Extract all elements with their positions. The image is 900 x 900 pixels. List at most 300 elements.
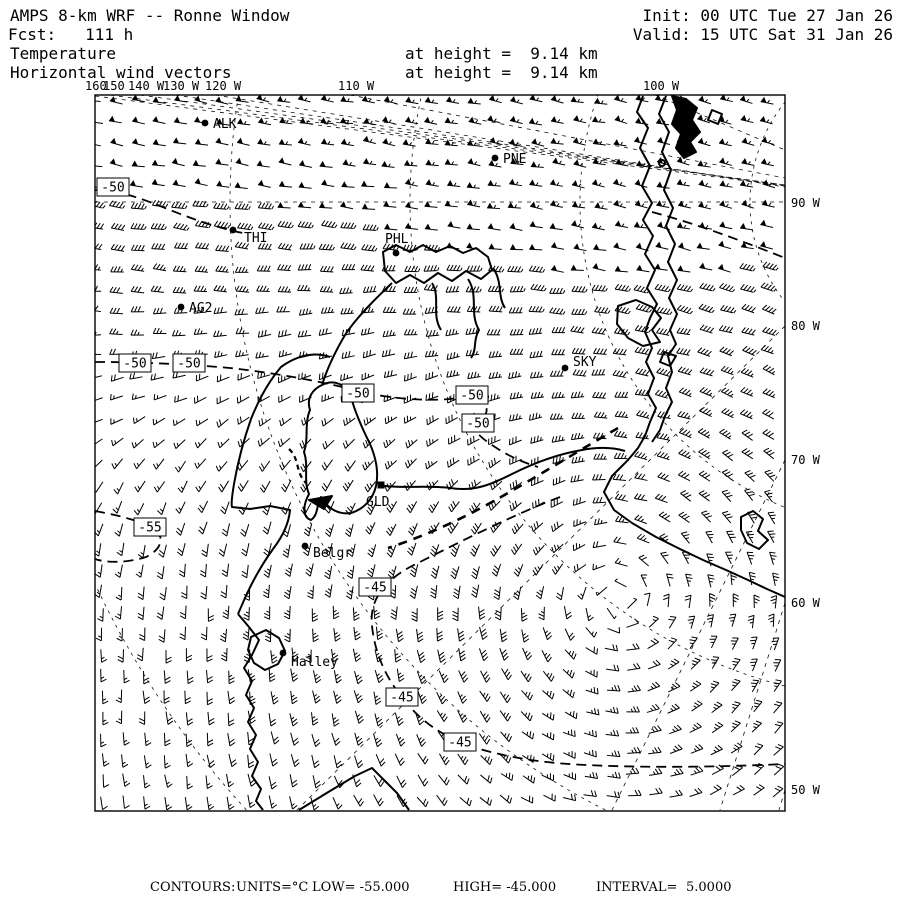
wind-barb (596, 587, 607, 595)
barb-full (643, 306, 647, 311)
barb-full (165, 681, 170, 684)
barb-full (710, 597, 716, 599)
barb-full (284, 616, 289, 619)
barb-pennant (257, 160, 263, 166)
barb-full (135, 306, 137, 311)
barb-full (601, 412, 604, 417)
barb-full (173, 420, 174, 426)
barb-half (557, 203, 559, 206)
wind-barb (720, 347, 734, 356)
barb-full (652, 705, 656, 709)
barb-full (382, 351, 383, 357)
barb-full (428, 285, 431, 290)
barb-full (470, 350, 472, 356)
barb-full (522, 619, 527, 622)
barb-staff (206, 670, 207, 683)
barb-half (314, 246, 315, 249)
barb-full (400, 739, 404, 743)
barb-full (245, 204, 248, 209)
barb-staff (279, 186, 292, 187)
barb-staff (291, 691, 293, 704)
barb-full (437, 638, 442, 641)
barb-full (489, 373, 491, 379)
barb-full (270, 719, 275, 722)
wind-barb (741, 387, 753, 396)
barb-full (396, 659, 401, 662)
barb-staff (309, 523, 312, 536)
barb-full (598, 412, 601, 417)
barb-full (552, 547, 554, 553)
barb-staff (592, 184, 605, 187)
barb-full (450, 371, 451, 377)
barb-full (97, 619, 102, 622)
barb-full (506, 713, 509, 718)
wind-barb (681, 532, 689, 544)
barb-full (319, 244, 322, 249)
barb-full (572, 651, 574, 657)
barb-full (707, 351, 711, 355)
barb-full (411, 287, 413, 292)
barb-full (393, 286, 396, 291)
barb-staff (143, 607, 144, 620)
wind-barb (243, 627, 249, 640)
wind-barb (712, 722, 723, 732)
barb-half (673, 729, 675, 731)
wind-barb (278, 438, 289, 447)
wind-barb (219, 481, 229, 492)
wind-barb-field (88, 94, 784, 810)
barb-half (286, 142, 288, 145)
barb-full (727, 517, 733, 519)
barb-full (722, 490, 728, 492)
barb-full (222, 570, 227, 573)
barb-full (451, 552, 455, 556)
barb-full (306, 569, 311, 573)
barb-staff (542, 650, 548, 662)
barb-pennant (173, 179, 179, 185)
barb-staff (226, 585, 227, 598)
barb-full (134, 330, 136, 335)
barb-full (405, 266, 408, 271)
barb-pennant (426, 179, 432, 185)
barb-staff (227, 523, 230, 536)
wind-barb (299, 308, 312, 315)
barb-full (243, 286, 246, 291)
barb-full (707, 370, 711, 374)
wind-barb (742, 158, 755, 165)
barb-full (214, 285, 217, 290)
barb-full (604, 349, 607, 354)
barb-full (134, 463, 137, 468)
barb-half (580, 141, 582, 144)
wind-barb (196, 243, 209, 250)
barb-full (763, 262, 767, 267)
barb-full (431, 265, 433, 271)
wind-barb (627, 747, 640, 753)
barb-staff (410, 501, 416, 512)
barb-staff (118, 482, 124, 494)
barb-pennant (550, 223, 556, 229)
wind-barb (500, 629, 507, 642)
barb-full (704, 452, 709, 455)
barb-half (688, 455, 691, 457)
barb-full (432, 392, 433, 398)
barb-half (599, 226, 601, 229)
barb-half (391, 99, 393, 102)
barb-full (249, 765, 254, 768)
barb-full (534, 523, 536, 529)
barb-full (749, 514, 755, 515)
barb-full (727, 368, 731, 372)
barb-full (452, 572, 456, 576)
barb-half (726, 161, 728, 164)
wind-barb (550, 413, 563, 419)
wind-barb (278, 330, 291, 337)
barb-half (308, 527, 311, 529)
barb-full (661, 552, 667, 553)
barb-half (726, 120, 728, 123)
wind-barb (542, 690, 553, 699)
wind-barb (607, 627, 619, 633)
barb-full (461, 658, 466, 661)
barb-full (262, 307, 264, 313)
barb-full (284, 595, 289, 598)
barb-full (474, 480, 475, 486)
barb-staff (271, 650, 272, 663)
barb-full (283, 484, 287, 489)
wind-barb (509, 139, 522, 147)
barb-full (312, 619, 317, 622)
barb-full (771, 596, 777, 598)
barb-staff (417, 671, 421, 683)
barb-full (298, 285, 301, 290)
wind-barb (573, 137, 586, 145)
barb-full (594, 632, 597, 637)
barb-full (91, 349, 94, 354)
barb-full (452, 549, 456, 553)
wind-barb (375, 649, 383, 662)
barb-full (145, 700, 150, 703)
barb-full (336, 696, 341, 700)
wind-barb (404, 160, 417, 166)
barb-full (433, 568, 438, 572)
barb-full (342, 330, 343, 336)
barb-staff (164, 733, 165, 746)
barb-full (641, 474, 645, 479)
barb-full (719, 325, 723, 330)
barb-full (536, 266, 539, 271)
barb-half (305, 141, 307, 144)
barb-pennant (657, 221, 663, 227)
barb-full (222, 573, 227, 576)
barb-full (622, 307, 626, 312)
barb-full (335, 738, 339, 742)
barb-full (235, 309, 237, 315)
wind-barb (214, 307, 227, 314)
barb-full (322, 329, 323, 335)
barb-full (492, 548, 495, 553)
wind-barb (397, 669, 404, 682)
barb-staff (206, 586, 207, 599)
barb-full (116, 700, 121, 703)
barb-full (397, 632, 402, 635)
wind-barb (258, 223, 273, 230)
wind-barb (123, 732, 129, 745)
barb-staff (523, 648, 528, 660)
barb-staff (298, 142, 311, 145)
barb-full (336, 741, 340, 745)
barb-full (235, 267, 237, 272)
barb-full (244, 618, 249, 621)
barb-full (594, 647, 595, 653)
wind-barb (552, 158, 565, 165)
wind-barb (551, 95, 563, 103)
barb-half (604, 415, 606, 418)
wind-barb (501, 732, 512, 742)
wind-barb (410, 586, 417, 599)
barb-full (698, 428, 703, 432)
barb-pennant (173, 137, 179, 143)
barb-staff (289, 586, 291, 599)
barb-half (348, 142, 350, 145)
wind-barb (404, 352, 417, 359)
barb-full (461, 672, 465, 677)
barb-staff (329, 566, 331, 579)
wind-barb (91, 460, 102, 469)
barb-full (238, 486, 241, 491)
wind-barb (719, 138, 732, 145)
wind-barb (260, 481, 270, 492)
barb-half (333, 610, 336, 612)
barb-full (281, 265, 284, 270)
wind-barb (396, 629, 403, 642)
barb-full (555, 349, 558, 354)
barb-full (660, 452, 664, 456)
barb-full (273, 697, 278, 701)
barb-full (677, 328, 680, 333)
barb-full (283, 350, 284, 356)
barb-staff (719, 226, 732, 229)
wind-barb (586, 708, 599, 715)
wind-barb (395, 754, 404, 766)
wind-barb (592, 179, 605, 187)
barb-staff (657, 142, 670, 145)
wind-barb (280, 460, 291, 470)
wind-barb (488, 223, 501, 230)
barb-full (263, 286, 266, 291)
barb-full (468, 459, 469, 465)
barb-staff (291, 669, 293, 682)
barb-staff (698, 142, 711, 146)
barb-full (664, 434, 668, 439)
barb-full (577, 564, 578, 570)
barb-half (732, 685, 735, 686)
barb-full (572, 457, 574, 463)
barb-full (681, 368, 685, 372)
barb-full (776, 680, 782, 681)
barb-full (260, 286, 263, 291)
barb-full (749, 494, 755, 495)
barb-full (725, 410, 730, 414)
wind-barb (214, 203, 229, 209)
barb-full (593, 474, 595, 480)
wind-barb (258, 203, 273, 209)
barb-full (684, 413, 688, 418)
barb-full (337, 700, 342, 704)
wind-barb (152, 179, 165, 186)
barb-staff (361, 186, 374, 187)
wind-barb (762, 409, 773, 419)
wind-barb (363, 158, 376, 165)
barb-full (713, 681, 719, 683)
barb-full (151, 223, 154, 228)
barb-half (314, 694, 317, 696)
barb-full (321, 308, 323, 314)
barb-full (427, 419, 428, 425)
barb-pennant (529, 118, 535, 124)
barb-staff (111, 419, 123, 424)
wind-barb (196, 374, 208, 381)
barb-full (92, 286, 94, 291)
barb-full (431, 549, 435, 553)
barb-full (377, 719, 382, 723)
barb-full (369, 550, 374, 554)
barb-full (740, 410, 744, 414)
barb-full (177, 552, 182, 556)
barb-half (694, 706, 697, 708)
barb-half (670, 664, 673, 666)
barb-staff (154, 418, 165, 425)
barb-full (201, 593, 206, 596)
barb-full (764, 346, 768, 350)
wind-barb (644, 593, 650, 606)
wind-barb (407, 501, 417, 512)
barb-full (364, 419, 365, 425)
barb-full (337, 764, 342, 768)
wind-barb (571, 433, 584, 440)
wind-barb (740, 410, 752, 419)
wind-barb (584, 730, 596, 737)
barb-full (373, 225, 376, 230)
wind-barb (270, 753, 278, 766)
wind-barb (572, 348, 585, 354)
barb-half (376, 717, 379, 719)
barb-half (475, 100, 477, 103)
barb-full (526, 652, 530, 656)
wind-barb (345, 461, 355, 472)
wind-barb (763, 262, 778, 270)
barb-full (541, 285, 544, 290)
barb-staff (291, 754, 295, 767)
wind-barb (202, 544, 209, 557)
barb-full (181, 593, 186, 596)
wind-barb (521, 712, 532, 721)
barb-full (513, 414, 514, 420)
barb-half (727, 183, 729, 186)
barb-full (508, 716, 511, 721)
wind-barb (747, 552, 754, 564)
barb-full (220, 203, 223, 208)
barb-full (199, 221, 202, 226)
barb-staff (341, 143, 354, 145)
barb-full (460, 654, 465, 657)
barb-half (389, 142, 391, 145)
barb-full (159, 636, 164, 639)
barb-full (768, 413, 773, 417)
barb-staff (90, 122, 103, 124)
wind-barb (176, 502, 185, 514)
barb-full (684, 474, 689, 478)
barb-half (649, 330, 651, 333)
wind-barb (425, 224, 438, 231)
wind-barb (385, 460, 396, 469)
barb-full (222, 532, 227, 536)
barb-full (180, 287, 183, 292)
wind-barb (376, 754, 385, 766)
barb-full (769, 452, 774, 455)
wind-barb (284, 606, 290, 619)
barb-full (553, 308, 556, 313)
barb-half (690, 289, 692, 292)
barb-staff (152, 165, 165, 166)
barb-staff (162, 566, 164, 579)
barb-full (745, 450, 750, 453)
barb-full (662, 536, 667, 539)
barb-full (552, 436, 554, 442)
barb-full (424, 284, 427, 289)
barb-full (707, 327, 711, 331)
barb-pennant (152, 179, 158, 185)
wind-barb (573, 370, 586, 377)
wind-barb (424, 117, 437, 124)
barb-full (529, 414, 530, 420)
barb-half (769, 496, 772, 497)
barb-full (278, 441, 280, 447)
barb-full (278, 221, 281, 226)
wind-barb (593, 348, 606, 354)
wind-barb (551, 265, 564, 272)
wind-barb (529, 266, 544, 273)
barb-half (411, 460, 412, 463)
barb-half (559, 161, 561, 164)
wind-barb (424, 265, 439, 271)
barb-full (663, 308, 667, 313)
barb-pennant (467, 182, 473, 188)
barb-full (483, 653, 487, 657)
barb-staff (163, 545, 166, 558)
barb-full (747, 473, 753, 475)
barb-staff (187, 671, 188, 684)
wind-barb (263, 503, 271, 515)
barb-full (514, 329, 516, 335)
wind-barb (110, 287, 123, 293)
barb-full (241, 529, 245, 533)
wind-barb (236, 95, 249, 102)
barb-half (452, 120, 454, 123)
barb-full (134, 287, 137, 292)
barb-half (688, 416, 690, 419)
wind-barb (362, 244, 377, 251)
barb-staff (700, 411, 712, 417)
barb-full (528, 655, 532, 659)
barb-pennant (592, 116, 598, 122)
barb-full (346, 596, 351, 599)
barb-full (766, 450, 771, 453)
barb-full (303, 552, 308, 556)
barb-full (437, 632, 442, 635)
barb-staff (110, 163, 123, 166)
barb-half (391, 527, 393, 530)
